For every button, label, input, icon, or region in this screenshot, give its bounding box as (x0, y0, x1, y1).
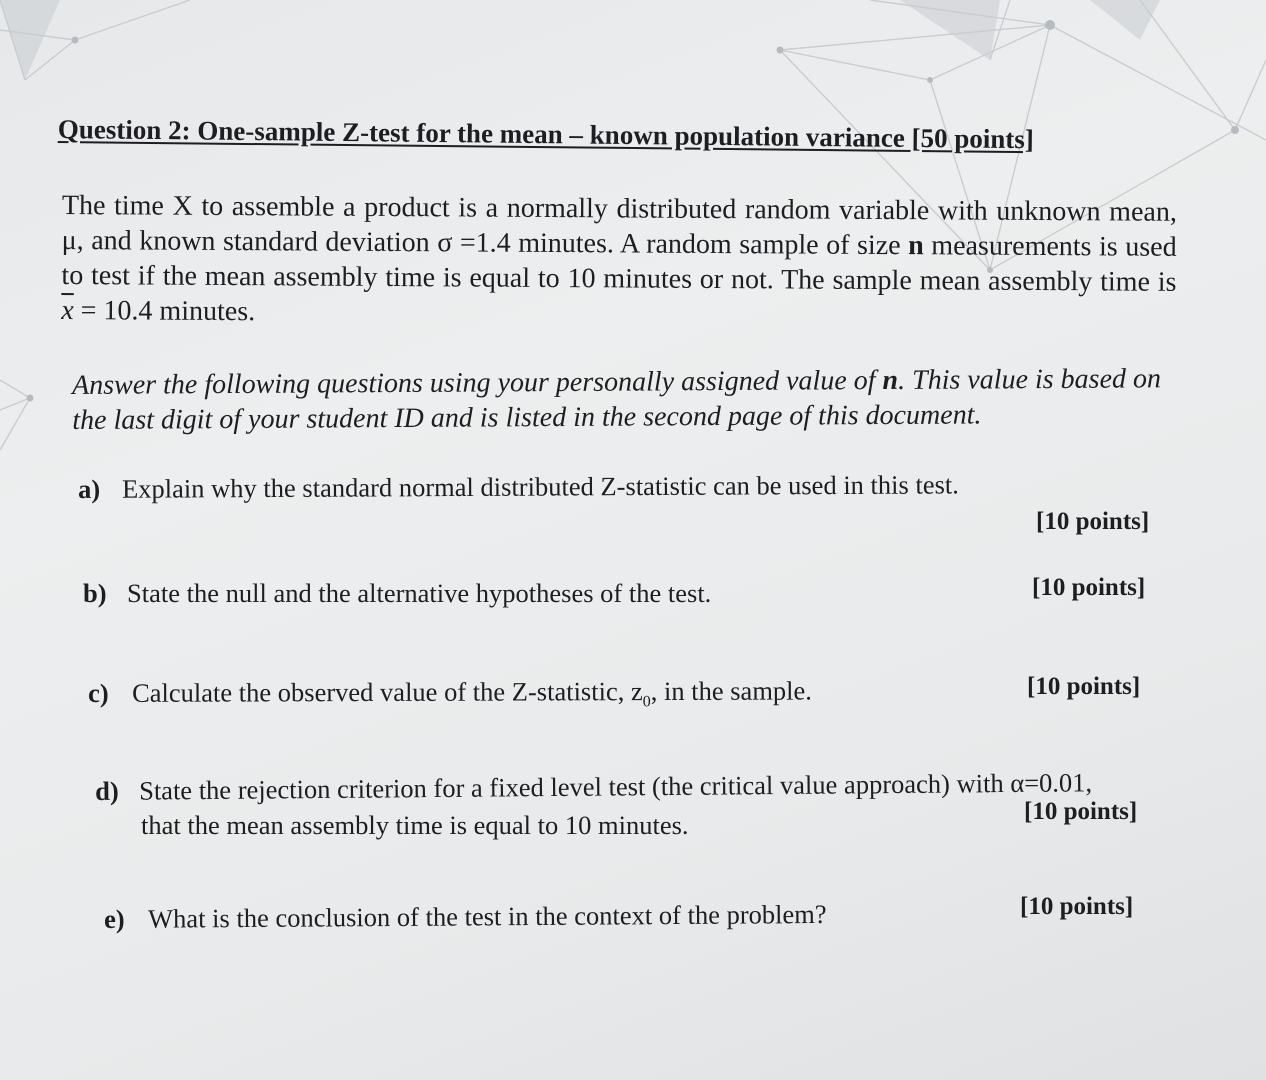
item-text: What is the conclusion of the test in the context of the problem? (147, 898, 827, 934)
item-text: State the rejection criterion for a fixed level test (the critical value approach) with α=0.01, (138, 767, 1093, 806)
problem-text-3: = 10.4 minutes. (73, 295, 256, 328)
question-item-e (104, 899, 827, 935)
instructions-text-1: Answer the following questions using your personally assigned value of (72, 365, 883, 401)
item-text: Explain why the standard normal distributed Z-statistic can be used in this test. (121, 469, 959, 504)
item-e-points: [10 points] (1020, 893, 1134, 920)
item-label: d) (95, 775, 119, 806)
item-label: b) (83, 578, 107, 608)
item-d-points: [10 points] (1024, 798, 1138, 825)
problem-text-2: measurements is used to test if the mean assembly time is equal to 10 minutes or not. The sample mean assembly time is (61, 230, 1177, 298)
problem-statement (61, 188, 1177, 335)
instructions (72, 361, 1177, 438)
item-text-end: , in the sample. (650, 675, 812, 707)
item-label: a) (78, 473, 101, 504)
item-label: e) (104, 903, 125, 934)
instructions-n-symbol: n (882, 364, 899, 397)
item-text: State the null and the alternative hypotheses of the test. (127, 578, 712, 608)
question-title: Question 2: One-sample Z-test for the mean – known population variance [50 points] (57, 114, 1034, 155)
question-item-b (83, 578, 711, 609)
problem-text-1: The time X to assemble a product is a normally distributed random variable with unknown mean, μ, and known standard deviation σ =1.4 minutes. A random sample of size (61, 189, 1177, 262)
item-d-text-line2: that the mean assembly time is equal to 10 minutes. (141, 810, 689, 840)
item-c-points: [10 points] (1027, 673, 1141, 700)
sample-mean-symbol: $\overline{x}$ (61, 294, 74, 327)
item-text: Calculate the observed value of the Z-statistic, z (131, 676, 643, 708)
item-label: c) (88, 677, 109, 708)
question-item-d (95, 767, 1092, 807)
instructions-text-2: . This value is based on the last digit of your student ID and is listed in the second page of this document. (72, 363, 1162, 436)
item-a-points: [10 points] (1036, 508, 1150, 535)
sample-size-symbol: n (908, 230, 924, 262)
item-b-points: [10 points] (1032, 574, 1146, 601)
item-subscript: 0 (642, 693, 651, 711)
question-item-c (88, 675, 812, 713)
question-item-a (78, 469, 959, 505)
